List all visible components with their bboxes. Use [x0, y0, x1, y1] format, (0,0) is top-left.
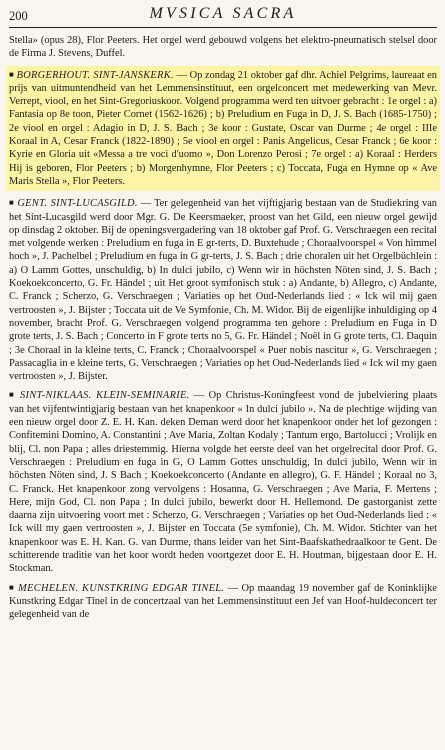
intro-paragraph — [9, 34, 437, 61]
sint-niklaas-heading: SINT-NIKLAAS. KLEIN-SEMINARIE. — [19, 390, 190, 402]
mechelen-paragraph — [9, 581, 437, 622]
page-number: 200 — [9, 9, 28, 23]
running-header — [9, 0, 437, 30]
bullet-icon: ■ — [9, 390, 16, 400]
sint-niklaas-body: — Op Christus-Koningfeest vond de jubelviering plaats van het vijfentwintigjarig bestaan van het knapenkoor « In dulci jubilo ». Na de plechtige wijding van een nieuw orgel door Z. E. H. Kan. deken Deman werd door het knapenkoor onder het lof gezongen : Confitemini Domino, A. Constantini ; Ave Maria, Zoltan Kodaly ; Tantum ergo, Bartolucci ; Vrolijk en blij, Cl. non Papa ; alles driestemmig. Hierna volgde het eerste deel van het orgelrecital door Prof. G. Verschraegen : Preludium en fuga in G, O Lamm Gottes unschuldig, In dulci jubilo, Wenn wir in höchsten Nöten sind, J. S Bach ; Koekoekconcerto (Andante en allegro), G. F. Händel ; Koraal no 3, C. Franck. Het knapenkoor zong vervolgens : Hosanna, G. Verschraegen ; Ave Maria, F. Mertens ; Here, mijn God, Cl. non Papa ; In dulci jubilo, bewerkt door H. Hellemond. De gastorganist zette daarna zijn uitvoering voort met : Scherzo, G. Verschraegen ; Variaties op het Oud-Nederlands lied : « Ick will my gaen vertroosten », J. Bijster en Toccata (5e symfonie), Ch. M. Widor. Stichter van het knapenkoor was E. H. Kan. G. van Durme, thans leider van het Sint-Baafskathedraalkoor te Gent. De schitterende traditie van het koor wordt heden voortgezet door E. H. Houtman, bijgestaan door E. H. Stockman. — [9, 390, 437, 575]
borgerhout-heading: BORGERHOUT. SINT-JANSKERK. — [16, 69, 174, 81]
journal-title: MVSICA SACRA — [149, 5, 297, 22]
section-mechelen — [9, 581, 437, 622]
sint-niklaas-paragraph — [9, 388, 437, 575]
header-rule — [9, 27, 437, 28]
bullet-icon: ■ — [9, 198, 15, 208]
bullet-icon: ■ — [9, 69, 14, 79]
gent-body: — Ter gelegenheid van het vijftigjarig bestaan van de Studiekring van het Sint-Lucasgild werd door Mgr. G. De Keersmaeker, proost van het Gild, een nieuw orgel gewijd op dinsdag 2 oktober. Bij de openingsvergadering van 18 oktober gaf Prof. G. Verschraegen een recital met volgende werken : Preludium en fuga in E gr-terts, D. Buxtehude ; Choraalvoorspel « Von himmel hoch », J. Pachelbel ; Preludium en fuga in G gr-terts, J. S. Bach ; drie choralen uit het Orgelbüchlein : a) O Lamm Gottes, unschuldig, b) In dulci jubilo, c) Wenn wir in höchsten Nöten sind, J. S. Bach ; Koekoekconcerto, G. Fr. Händel ; uit Het groot symfonisch stuk : a) Andante, b) Allegro, c) Andante, C. Franck ; Scherzo, G. Verschraegen ; Variaties op het Oud-Nederlands lied : « Ick wil mij gaen vertroosten », J. Bijster ; Toccata uit de Ve Symfonie, Ch. M. Widor. Bij de eigenlijke inhuldiging op 4 november, bracht Prof. G. Verschraegen volgend programma ten gehore : Preludium en Fuga in D grote terts, J. S. Bach ; Concerto in F grote terts no 5, G. Fr. Händel ; Noël in G grote terts, Cl. Daquin ; 3e Choraal in la kleine terts, C. Franck ; Choraalvoorspel « Puer nobis nascitur », G. Verschraegen ; Passacaglia in e kleine terts, G. Verschraegen ; Variaties op het Oud-Nederlands lied « Ick wil my gaen vertroosten », J. Bijster. — [9, 198, 437, 383]
gent-heading: GENT. SINT-LUCASGILD. — [17, 198, 138, 210]
mechelen-body: — Op maandag 19 november gaf de Koninklijke Kunstkring Edgar Tinel in de concertzaal van het Lemmensinstituut een Jef van Hoof-huldeconcert ter gelegenheid van de — [9, 582, 437, 621]
borgerhout-body: — Op zondag 21 oktober gaf dhr. Achiel Pelgrims, laureaat en prijs van uitmuntendheid van het Lemmensinstituut, een orgelconcert met medewerking van Mevr. Verrept, viool, en het Sint-Gregoriuskoor. Volgend programma werd ten uitvoer gebracht : 1e orgel : a) Fantasia op 8e toon, Pieter Cornet (1562-1626) ; b) Preludium en Fuga in D, J. S. Bach (1685-1750) ; 2e viool en orgel : Adagio in D, J. S. Bach ; 3e koor : Gustate, Oscar van Durme ; 4e orgel : IIIe Koraal in A, Cesar Franck (1822-1890) ; 5e viool en orgel : Panis Angelicus, Cesar Franck ; 6e koor : Kyrie en Gloria uit «Messa a tre voci d'uomo », Don Lorenzo Perosi ; 7e orgel : a) Koraal : Herders Hij is geboren, Flor Peeters ; b) Morgenhymne, Flor Peeters ; c) Toccata, Fuga en Hymne op « Ave Maris Stella », Flor Peeters. — [9, 69, 437, 187]
section-sint-niklaas — [9, 388, 437, 575]
intro-body: Stella» (opus 28), Flor Peeters. Het orgel werd gebouwd volgens het elektro-pneumatisch stelsel door de Firma J. Stevens, Duffel. — [9, 35, 437, 60]
borgerhout-paragraph — [9, 68, 437, 189]
gent-paragraph — [9, 196, 437, 383]
bullet-icon: ■ — [9, 582, 15, 592]
section-intro — [9, 34, 437, 61]
section-gent — [9, 196, 437, 383]
mechelen-heading: MECHELEN. KUNSTKRING EDGAR TINEL. — [18, 582, 225, 594]
section-borgerhout — [6, 66, 440, 192]
